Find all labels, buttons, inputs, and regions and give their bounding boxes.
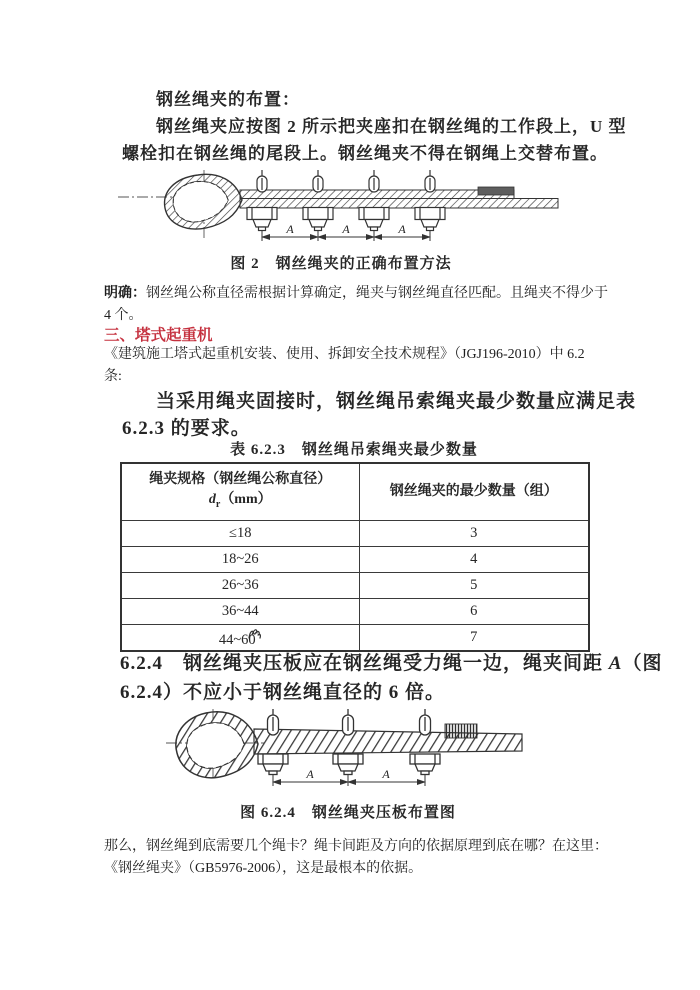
diameter-unit: （mm） [220,491,272,507]
wire-rope [254,724,522,754]
dim-variable: A [608,653,623,674]
rope-seizing [445,724,477,738]
diameter-symbol: d [208,491,216,507]
qty-cell: 4 [359,547,589,573]
ink-smudge [247,627,262,645]
spec-cell: 26~36 [121,573,359,599]
mingque-text: 钢丝绳公称直径需根据计算确定，绳夹与钢丝绳直径匹配。且绳夹不得少于 [146,286,608,301]
table-row [121,573,589,599]
dim-label-a: A [286,222,294,236]
table-row [121,599,589,625]
clause-line: 6.2.3 的要求。 [122,418,251,439]
dim-label-a: A [398,222,406,236]
dimension-lines [273,775,425,786]
closing-line: 《钢丝绳夹》（GB5976-2006），这是最根本的依据。 [104,861,423,876]
clause-line [120,649,662,678]
clause-623-paragraph [122,388,636,442]
thimble [176,712,258,778]
spec-cell: 36~44 [121,599,359,625]
section-heading: 三、塔式起重机 [104,327,213,344]
mingque-text: 4 个。 [104,308,143,323]
qty-cell: 7 [359,625,589,652]
clause-line: 当采用绳夹固接时，钢丝绳吊索绳夹最少数量应满足表 [156,391,637,412]
intro-line: 螺栓扣在钢丝绳的尾段上。钢丝绳夹不得在钢绳上交替布置。 [122,144,608,163]
table-header-spec [121,463,359,521]
thimble [165,174,242,229]
intro-line: 钢丝绳夹的布置： [156,90,300,109]
spec-cell [121,625,359,652]
table-623-title: 表 6.2.3 钢丝绳吊索绳夹最少数量 [230,442,478,458]
header-spec-line2 [122,490,359,515]
clause-text: （图 [622,653,663,674]
dim-label-a: A [342,222,350,236]
header-spec-line1: 绳夹规格（钢丝绳公称直径） [149,471,332,487]
closing-line: 那么，钢丝绳到底需要几个绳卡？绳卡间距及方向的依据原理到底在哪？在这里： [104,839,608,854]
dim-label-a: A [382,767,390,781]
spec-cell: 18~26 [121,547,359,573]
qty-cell: 3 [359,521,589,547]
regulation-intro [104,344,585,388]
figure-2-drawing [116,168,566,248]
table-row [121,521,589,547]
table-row [121,547,589,573]
mingque-paragraph [104,283,608,327]
clause-line: 6.2.4）不应小于钢丝绳直径的 6 倍。 [120,682,446,703]
rope-seizing [478,187,514,195]
figure-624-caption: 图 6.2.4 钢丝绳夹压板布置图 [240,805,456,821]
wire-rope [240,187,558,208]
figure-624-drawing [166,703,526,791]
mingque-label: 明确： [104,286,146,301]
closing-paragraph [104,836,608,880]
figure-2-caption: 图 2 钢丝绳夹的正确布置方法 [230,256,452,272]
clause-624-paragraph [120,649,662,707]
spec-cell: ≤18 [121,521,359,547]
clamp-count-table [120,462,590,652]
dim-label-a: A [306,767,314,781]
regulation-line: 《建筑施工塔式起重机安装、使用、拆卸安全技术规程》（JGJ196-2010）中 6.2 [104,347,585,362]
clause-number: 6.2.4 [120,653,163,674]
intro-line: 钢丝绳夹应按图 2 所示把夹座扣在钢丝绳的工作段上，U 型 [156,117,627,136]
qty-cell: 6 [359,599,589,625]
qty-cell: 5 [359,573,589,599]
intro-paragraph [122,86,627,167]
diameter-subscript: r [215,498,221,510]
table-row [121,625,589,652]
spec-text: 44~60 [218,631,256,648]
table-header-qty: 钢丝绳夹的最少数量（组） [359,463,589,521]
dimension-labels [285,222,406,236]
clause-text: 钢丝绳夹压板应在钢丝绳受力绳一边，绳夹间距 [163,653,609,674]
regulation-line: 条: [104,369,122,384]
table-header-row [121,463,589,521]
